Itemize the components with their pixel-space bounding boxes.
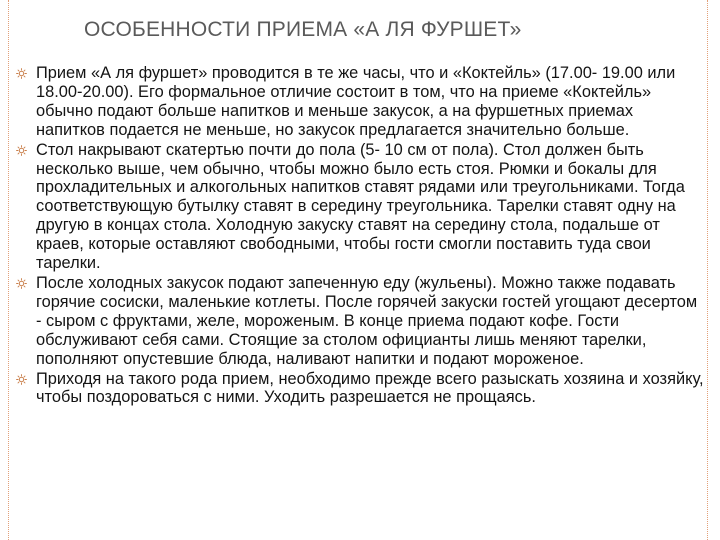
bullet-list xyxy=(16,64,704,408)
sun-bullet-icon xyxy=(16,68,27,79)
bullet-item xyxy=(16,274,704,369)
right-border-line xyxy=(707,0,708,540)
bullet-text: Прием «А ля фуршет» проводится в те же часы, что и «Коктейль» (17.00- 19.00 или 18.00-20.00). Его формальное отличие состоит в том, что на приеме «Коктейль» обычно подают больше напитков и меньше закусок, а на фуршетных приемах напитков подается не меньше, но закусок предлагается значительно больше. xyxy=(36,64,676,139)
slide-title: ОСОБЕННОСТИ ПРИЕМА «А ЛЯ ФУРШЕТ» xyxy=(84,18,522,41)
bullet-item xyxy=(16,370,704,408)
sun-bullet-icon xyxy=(16,145,27,156)
bullet-text: После холодных закусок подают запеченную еду (жульены). Можно также подавать горячие сосиски, маленькие котлеты. После горячей закуски гостей угощают десертом - сыром с фруктами, желе, мороженым. В конце приема подают кофе. Гости обслуживают себя сами. Стоящие за столом официанты лишь меняют тарелки, пополняют опустевшие блюда, наливают напитки и подают мороженое. xyxy=(36,273,698,368)
bullet-text: Стол накрывают скатертью почти до пола (5- 10 см от пола). Стол должен быть несколько выше, чем обычно, чтобы можно было есть стоя. Рюмки и бокалы для прохладительных и алкогольных напитков ставят рядами или треугольниками. Тогда соответствующую бутылку ставят в середину треугольника. Тарелки ставят одну на другую в концах стола. Холодную закуску ставят на середину стола, подальше от краев, которые оставляют свободными, чтобы гости смогли поставить туда свои тарелки. xyxy=(36,140,685,273)
sun-bullet-icon xyxy=(16,278,27,289)
sun-bullet-icon xyxy=(16,374,27,385)
left-border-line xyxy=(8,0,9,540)
bullet-item xyxy=(16,141,704,273)
bullet-text: Приходя на такого рода прием, необходимо прежде всего разыскать хозяина и хозяйку, чтобы поздороваться с ними. Уходить разрешается не прощаясь. xyxy=(36,369,704,407)
bullet-item xyxy=(16,64,704,140)
